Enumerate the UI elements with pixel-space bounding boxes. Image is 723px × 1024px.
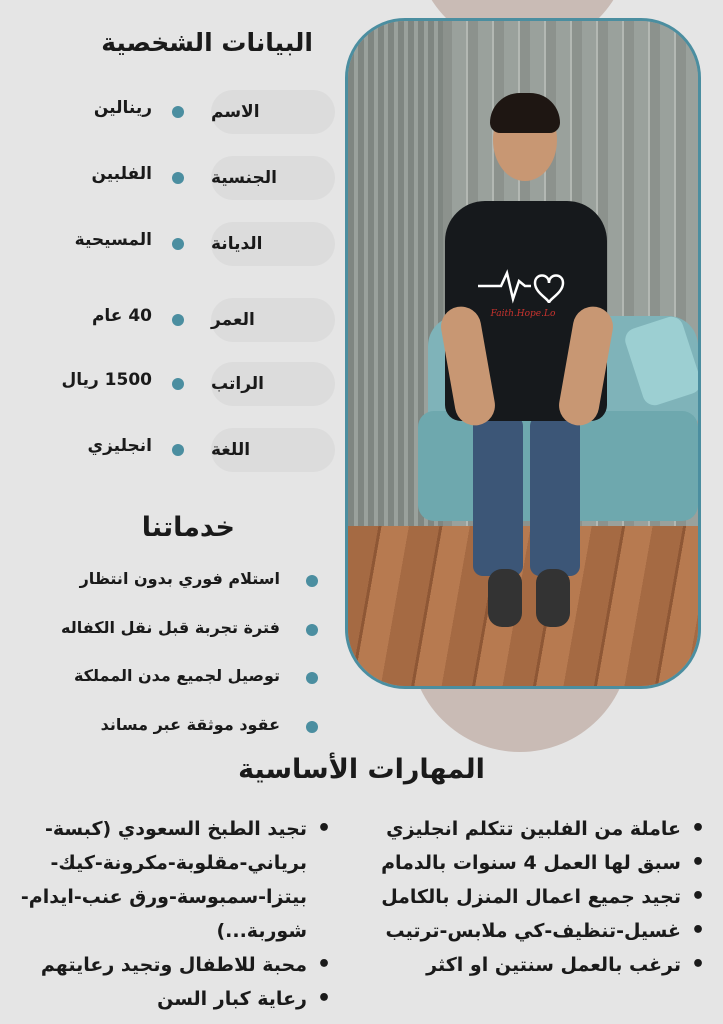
skills-list-right xyxy=(357,812,705,982)
info-row-salary xyxy=(0,362,340,406)
skills-title: المهارات الأساسية xyxy=(238,754,485,785)
info-value-salary: 1500 ريال xyxy=(61,370,152,390)
worker-photo xyxy=(345,18,701,689)
service-text: فترة تجربة قبل نقل الكفاله xyxy=(60,618,280,637)
shirt-text: Faith.Hope.Lo xyxy=(490,309,556,319)
skill-item: • عاملة من الفلبين تتكلم انجليزي xyxy=(357,812,705,846)
tshirt-print xyxy=(473,261,573,321)
skills-list-left xyxy=(11,812,331,1016)
skill-item: • تجيد الطبخ السعودي (كبسة-برياني-مقلوبة-مكرونة-كيك-بيتزا-سمبوسة-ورق عنب-ايدام-شوربة...) xyxy=(11,812,331,948)
info-row-name xyxy=(0,90,340,134)
bullet-dot xyxy=(172,444,184,456)
skill-item: • ترغب بالعمل سنتين او اكثر xyxy=(357,948,705,982)
info-label-language: اللغة xyxy=(211,428,335,472)
person-leg-right xyxy=(530,416,580,576)
info-label-nationality: الجنسية xyxy=(211,156,335,200)
heartbeat-line xyxy=(478,273,531,299)
bullet-dot xyxy=(306,624,318,636)
skill-item: • غسيل-تنظيف-كي ملابس-ترتيب xyxy=(357,914,705,948)
info-label-salary: الراتب xyxy=(211,362,335,406)
service-text: توصيل لجميع مدن المملكة xyxy=(73,666,280,685)
info-value-language: انجليزي xyxy=(87,436,152,456)
service-text: عقود موثقة عبر مساند xyxy=(100,715,280,734)
bullet-dot xyxy=(172,172,184,184)
page-title: البيانات الشخصية xyxy=(101,28,313,57)
person-shoe-left xyxy=(488,569,522,627)
info-value-nationality: الفلبين xyxy=(91,164,152,184)
info-value-name: رينالين xyxy=(93,98,152,118)
skill-item: • تجيد جميع اعمال المنزل بالكامل xyxy=(357,880,705,914)
bullet-dot xyxy=(172,238,184,250)
bullet-dot xyxy=(172,378,184,390)
skill-item: • رعاية كبار السن xyxy=(11,982,331,1016)
service-item xyxy=(0,566,330,596)
skill-item: • محبة للاطفال وتجيد رعايتهم xyxy=(11,948,331,982)
service-item xyxy=(0,663,330,693)
info-label-name: الاسم xyxy=(211,90,335,134)
info-row-age xyxy=(0,298,340,342)
info-label-age: العمر xyxy=(211,298,335,342)
info-label-religion: الديانة xyxy=(211,222,335,266)
bullet-dot xyxy=(306,672,318,684)
service-item xyxy=(0,712,330,742)
photo-floor xyxy=(348,526,698,686)
bullet-dot xyxy=(306,575,318,587)
services-title: خدماتنا xyxy=(141,512,235,543)
person-leg-left xyxy=(473,416,523,576)
info-row-language xyxy=(0,428,340,472)
bullet-dot xyxy=(306,721,318,733)
bullet-dot xyxy=(172,314,184,326)
bullet-dot xyxy=(172,106,184,118)
service-text: استلام فوري بدون انتظار xyxy=(79,569,280,588)
person-shoe-right xyxy=(536,569,570,627)
skill-item: • سبق لها العمل 4 سنوات بالدمام xyxy=(357,846,705,880)
heart-icon xyxy=(535,276,563,304)
service-item xyxy=(0,615,330,645)
info-row-nationality xyxy=(0,156,340,200)
info-value-age: 40 عام xyxy=(91,306,152,326)
info-value-religion: المسيحية xyxy=(74,230,152,250)
info-row-religion xyxy=(0,222,340,266)
